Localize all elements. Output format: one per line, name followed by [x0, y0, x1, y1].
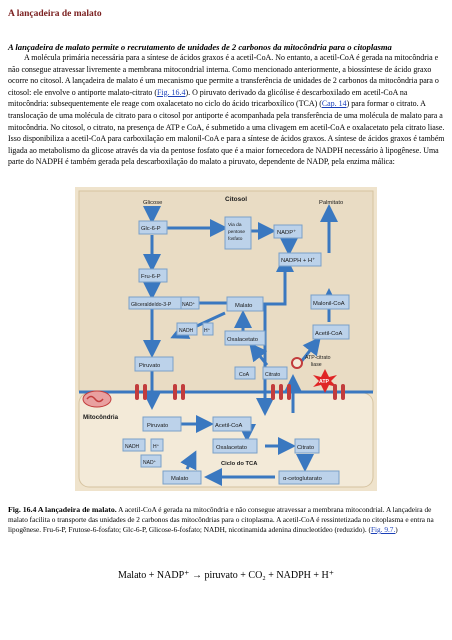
caption-end: )	[395, 525, 398, 534]
label-glicose: Glicose	[143, 200, 163, 206]
caption-label: Fig. 16.4 A lançadeira de malato.	[8, 505, 117, 514]
label-atp: ATP	[319, 379, 329, 385]
label-h: H⁺	[204, 328, 211, 334]
subtitle: A lançadeira de malato permite o recrutamento de unidades de 2 carbonos da mitocôndria para o citoplasma	[8, 42, 392, 52]
label-liase2: liase	[311, 362, 322, 368]
caption-text: A acetil-CoA é gerada na mitocôndria e não consegue atravessar a membrana mitocondrial. A lançadeira de malato facilita o transporte das unidades de 2 carbonos das mitocôndrias para o citoplasma. A acetil-CoA é ressintetizada no citoplasma e entra na lipogênese. Fru-6-P, Frutose-6-fosfato; Glc-6-P, Glicose-6-fosfato; NADH, nicotinamida adenina dinucleotídeo (reduzido). (	[8, 505, 434, 534]
fig-link[interactable]: Fig. 16.4	[157, 87, 186, 97]
label-gap: Gliceraldeído-3-P	[131, 302, 172, 308]
label-palmitato: Palmitato	[319, 200, 344, 206]
label-m-h: H⁺	[153, 444, 160, 450]
label-m-oxalacetato: Oxalacetato	[216, 445, 247, 451]
label-nadh: NADH	[179, 328, 194, 334]
label-via2: pentose	[228, 230, 246, 235]
liase-marker	[292, 358, 302, 368]
body-text	[8, 52, 448, 168]
label-nadp: NADP⁺	[277, 230, 297, 236]
label-malato: Malato	[235, 303, 253, 309]
label-malonil: Malonil-CoA	[313, 301, 345, 307]
label-liase1: ATP-citrato	[305, 355, 331, 361]
label-piruvato: Piruvato	[139, 363, 161, 369]
para-part-2: ). O piruvato derivado da glicólise é descarboxilado em acetil-CoA na mitocôndria: subsequentemente ele reage com oxalacetato no ciclo do ácido tricarboxílico (TCA) (	[8, 87, 408, 109]
label-m-piruvato: Piruvato	[147, 423, 169, 429]
label-m-nad: NAD⁺	[143, 460, 157, 466]
label-m-nadh: NADH	[125, 444, 140, 450]
label-glc6p: Glc-6-P	[141, 226, 161, 232]
label-nadph: NADPH + H⁺	[281, 258, 316, 264]
label-coa: CoA	[239, 372, 250, 378]
malate-shuttle-figure	[75, 187, 377, 491]
para-part-1: A molécula primária necessária para a síntese de ácidos graxos é a acetil-CoA. No entanto, a acetil-CoA é gerada na mitocôndria e não consegue atravessar livremente a membrana mitocondrial interna. Como mencionado anteriormente, a biossíntese de ácido graxo ocorre no citosol. A lançadeira de malato é um mecanismo que permite a transferência de unidades de 2 carbonos da mitocôndria para o citosol: ele envolve o antiporte malato-citrato (	[8, 53, 439, 97]
label-via3: fosfato	[228, 237, 243, 242]
label-acetilcoa: Acetil-CoA	[315, 331, 343, 337]
caption-fig-link[interactable]: Fig. 9.7.	[370, 525, 396, 534]
label-m-acetilcoa: Acetil-CoA	[215, 423, 243, 429]
label-m-malato: Malato	[171, 476, 189, 482]
figure-caption	[8, 505, 446, 535]
malic-enzyme-equation: Malato + NADP⁺ → piruvato + CO₂ + NADPH + H⁺	[117, 570, 335, 581]
label-ciclo-tca: Ciclo do TCA	[221, 461, 258, 467]
label-mitocondria: Mitocôndria	[83, 414, 119, 421]
label-citrato: Citrato	[265, 372, 281, 378]
label-oxalacetato: Oxalacetato	[227, 337, 258, 343]
body-paragraph	[8, 52, 448, 168]
label-via1: Via da	[228, 223, 242, 228]
label-nad: NAD⁺	[182, 302, 196, 308]
chapter-link[interactable]: Cap. 14	[321, 99, 347, 109]
label-fru6p: Fru-6-P	[141, 274, 161, 280]
section-title: A lançadeira de malato	[8, 9, 102, 19]
para-part-3: ) para formar o citrato. A translocação de uma molécula de citrato para o citosol por antiporte é acompanhada pela transferência de uma molécula de malato para a mitocôndria. No citosol, o citrato, na presença de ATP e CoA, é submetido a uma clivagem em acetil-CoA e oxalacetato pela citrato liase. Isso disponibiliza a acetil-CoA para carboxilação em malonil-CoA e para a síntese de ácidos graxos. A síntese de ácidos graxos é também ligada ao metabolismo da glicose através da via da pentose fosfato que é a maior fornecedora de NADPH necessário à lipogênese. Uma parte do NADPH é também gerada pela descarboxilação do malato a piruvato, dependente de NADP, pela enzima málica:	[8, 99, 445, 167]
label-m-cetoglutarato: α-cetoglutarato	[283, 476, 322, 482]
label-citosol: Citosol	[225, 196, 248, 203]
label-m-citrato: Citrato	[297, 445, 315, 451]
